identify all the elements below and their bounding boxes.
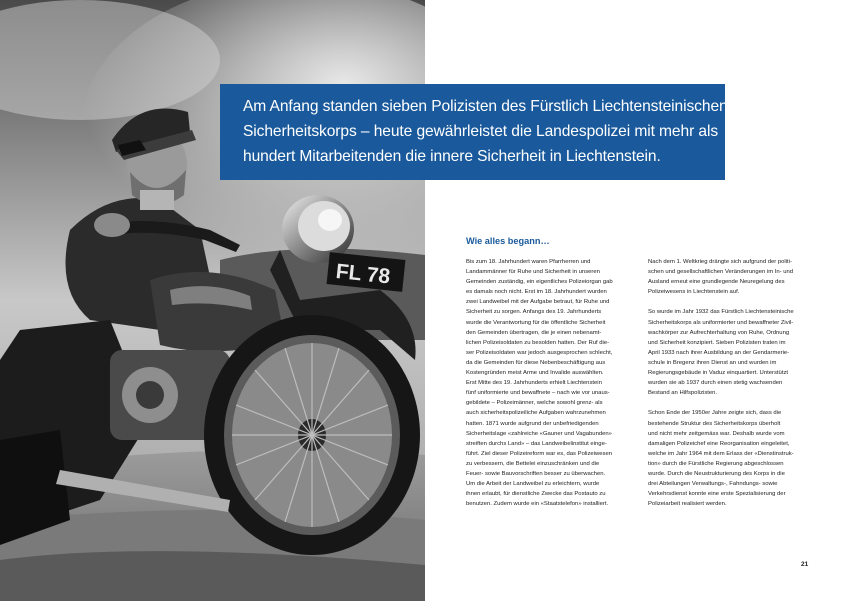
quote-line: hundert Mitarbeitenden die innere Sicherheit in Liechtenstein. — [243, 148, 661, 165]
text-line: Sicherheit zu sorgen. Anfangs des 19. Jahrhunderts — [466, 309, 602, 316]
text-line: streiften durchs Land» – das Landweibelinstitut einge- — [466, 440, 607, 447]
text-line: zu verbessern, die Bettelei einzuschränken und die — [466, 460, 600, 467]
text-line: Ausland erneut eine grundlegende Neuregelung des — [648, 279, 785, 286]
text-line: benutzen. Zudem wurde ein «Staatstelefon» installiert. — [466, 501, 609, 508]
text-line: wurde die Verantwortung für die öffentliche Sicherheit — [466, 319, 606, 326]
text-line: fünf uniformierte und bewaffnete – nach wie vor unaus- — [466, 390, 610, 397]
text-line: gebildete – Polizeimänner, welche sowohl grenz- als — [466, 400, 603, 407]
text-line: ser Polizeisoldaten war jedoch ausgesprochen schlecht, — [466, 349, 613, 356]
text-line: ihnen erlaubt, für dienstliche Zwecke das Postauto zu — [466, 491, 606, 498]
paragraph-gap — [648, 398, 818, 408]
text-line: Landammänner für Ruhe und Sicherheit in unseren — [466, 269, 600, 276]
text-line: wurden sie ab 1937 durch einen stetig wachsenden — [648, 380, 783, 387]
text-line: führt. Ziel dieser Polizeireform war es, das Polizeiwesen — [466, 450, 613, 457]
text-line: zwei Landweibel mit der Aufgabe betraut, für Ruhe und — [466, 299, 610, 306]
text-line: Gemeinden zuständig, ein eigentliches Polizeiorgan gab — [466, 279, 613, 286]
quote-line: Sicherheitskorps – heute gewährleistet die Landespolizei mit mehr als — [243, 123, 719, 140]
text-line: Sicherheitslage «zahlreiche «Gauner und Vagabunden» — [466, 430, 612, 437]
body-column-left — [466, 257, 636, 509]
text-line: und nicht mehr zeitgemäss war. Deshalb wurde vom — [648, 430, 785, 437]
text-line: wurde. Durch die Neustrukturierung des Korps in die — [648, 470, 785, 477]
quote-line: Am Anfang standen sieben Polizisten des Fürstlich Liechtensteinischen — [243, 98, 728, 115]
text-line: drei Abteilungen Verwaltungs-, Fahndungs- sowie — [648, 481, 778, 488]
text-line: damaligen Polizeichef eine Reorganisation eingeleitet, — [648, 440, 790, 447]
text-line: schule in Bregenz ihren Dienst an und wurden im — [648, 359, 777, 366]
text-line: Erst Mitte des 19. Jahrhunderts erhielt Liechtenstein — [466, 380, 602, 387]
text-line: Nach dem 1. Weltkrieg drängte sich aufgrund der politi- — [648, 259, 792, 265]
text-line: Feuer- sowie Bauvorschriften besser zu überwachen. — [466, 470, 606, 477]
text-line: auch sicherheitspolizeiliche Aufgaben wahrzunehmen — [466, 410, 606, 417]
text-line: bestehende Struktur des Sicherheitskorps überholt — [648, 420, 781, 427]
text-line: und Sicherheit konzipiert. Sieben Polizisten traten im — [648, 339, 786, 346]
text-line: April 1933 nach ihrer Ausbildung an der Gendarmerie- — [648, 349, 790, 356]
text-line: da die Gemeinden für diese Nebenbeschäftigung aus — [466, 359, 606, 366]
section-heading: Wie alles begann… — [466, 236, 550, 246]
text-line: Regierungsgebäude in Vaduz einquartiert. Unterstützt — [648, 370, 789, 377]
text-line: Kostengründen meist Arme und Invalide auswählten. — [466, 370, 604, 377]
text-line: Bestand an Hilfspolizisten. — [648, 390, 718, 397]
license-plate-text: FL 78 — [334, 259, 392, 289]
text-line: schen und gesellschaftlichen Veränderungen im In- und — [648, 269, 794, 276]
page-number: 21 — [801, 561, 809, 568]
text-line: welche im Jahr 1964 mit dem Erlass der «Dienstinstruk- — [648, 450, 794, 457]
text-line: hatten. 1871 wurde aufgrund der unbefriedigenden — [466, 420, 599, 427]
text-line: Bis zum 18. Jahrhundert waren Pfarrherren und — [466, 259, 591, 265]
intro-quote-box — [220, 84, 728, 180]
text-line: Polizeiwesens in Liechtenstein auf. — [648, 289, 740, 296]
text-line: lichen Polizeisoldaten zu besolden hatten. Der Ruf die- — [466, 339, 610, 346]
text-line: es damals noch nicht. Erst im 18. Jahrhundert wurden — [466, 289, 607, 296]
text-line: Schon Ende der 1950er Jahre zeigte sich, dass die — [648, 410, 782, 417]
text-line: wachkörper zur Aufrechterhaltung von Ruhe, Ordnung — [648, 329, 790, 336]
body-column-right — [648, 257, 818, 509]
text-line: Polizeiarbeit realisiert werden. — [648, 501, 727, 508]
text-line: den Gemeinden übertragen, die je einen nebenamt- — [466, 329, 602, 336]
text-line: tion» durch die Fürstliche Regierung abgeschlossen — [648, 460, 784, 467]
text-line: Verkehrsdienst konnte eine erste Spezialisierung der — [648, 491, 786, 498]
text-line: Um die Arbeit der Landweibel zu erleichtern, wurde — [466, 481, 600, 488]
paragraph-gap — [648, 297, 818, 307]
text-line: So wurde im Jahr 1932 das Fürstlich Liechtensteinische — [648, 309, 794, 316]
text-line: Sicherheitskorps als uniformierter und bewaffneter Zivil- — [648, 319, 794, 326]
